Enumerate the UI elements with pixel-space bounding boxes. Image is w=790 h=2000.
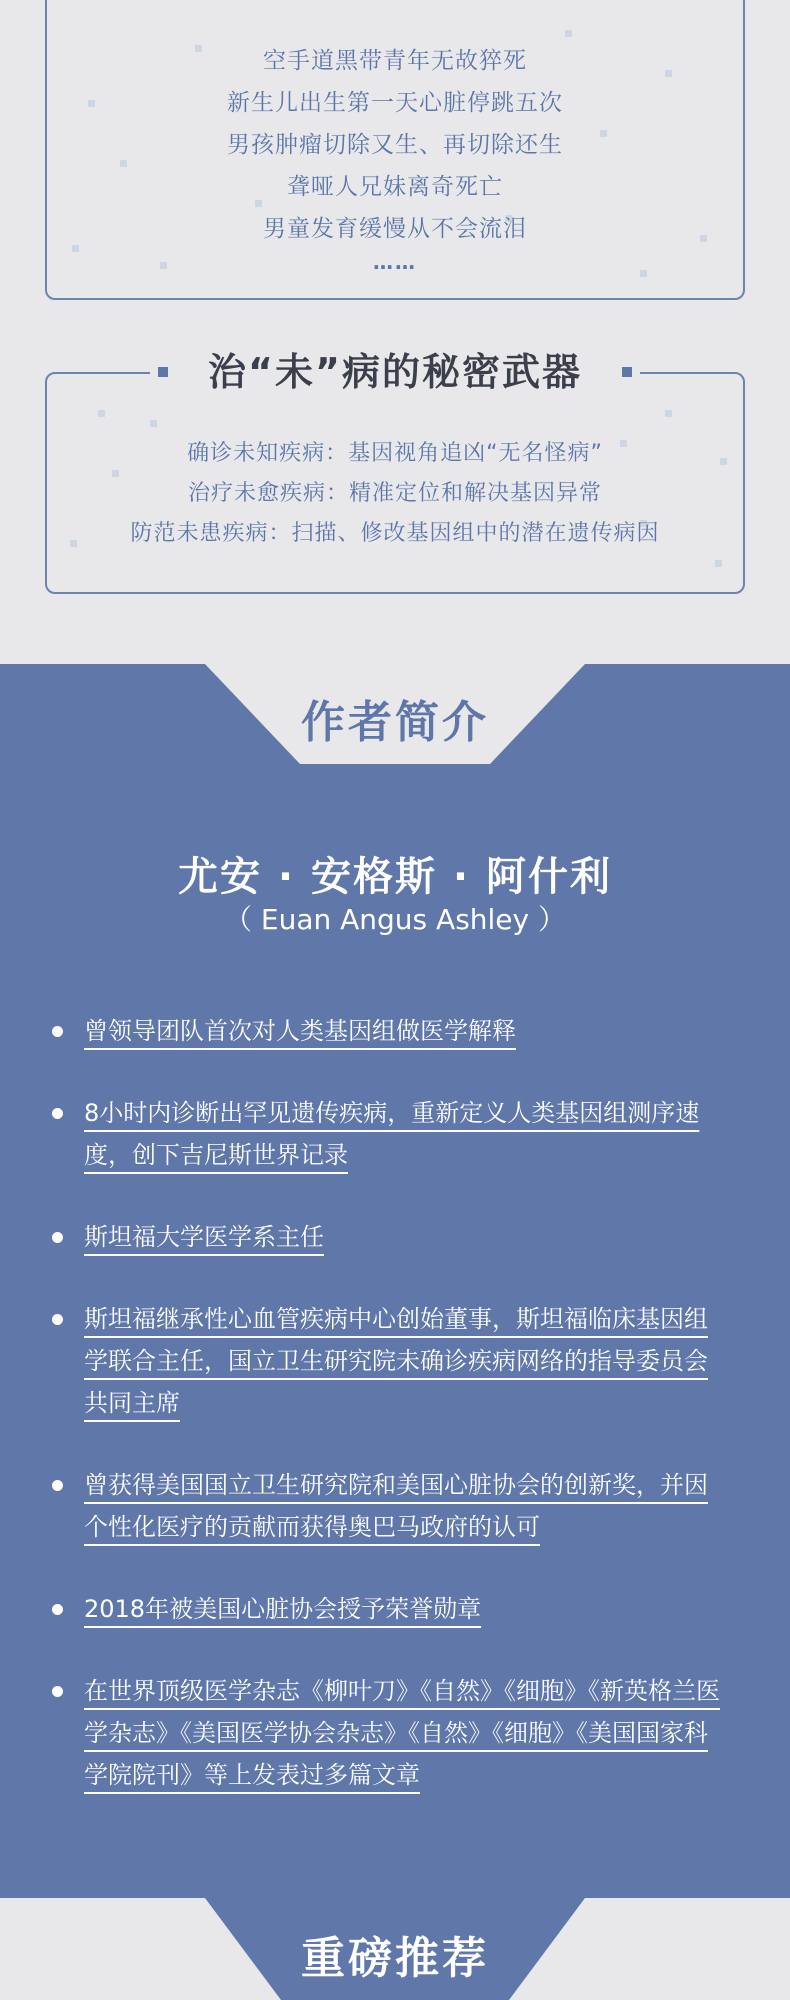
list-item: [50, 1216, 730, 1258]
case-line: 新生儿出生第一天心脏停跳五次: [227, 90, 563, 116]
ellipsis: ……: [373, 250, 417, 274]
weapon-list: [47, 434, 743, 554]
title-square-left-icon: [158, 367, 168, 377]
author-heading: 作者简介: [301, 697, 489, 748]
recommend-heading: 重磅推荐: [301, 1933, 489, 1984]
bullet-text: 在世界顶级医学杂志《柳叶刀》《自然》《细胞》《新英格兰医学杂志》《美国医学协会杂志》《自然》《细胞》《美国国家科学院院刊》等上发表过多篇文章: [84, 1677, 720, 1789]
weapon-line: 治疗未愈疾病：精准定位和解决基因异常: [187, 481, 602, 506]
case-line: 男童发育缓慢从不会流泪: [263, 216, 527, 242]
weapon-line: 确诊未知疾病：基因视角追凶“无名怪病”: [187, 441, 603, 466]
case-line: 空手道黑带青年无故猝死: [263, 48, 527, 74]
case-line: 男孩肿瘤切除又生、再切除还生: [227, 132, 563, 158]
list-item: [50, 1010, 730, 1052]
secret-weapon-title: 治“未”病的秘密武器: [150, 350, 640, 394]
bullet-text: 斯坦福大学医学系主任: [84, 1223, 324, 1251]
list-item: [50, 1588, 730, 1630]
list-item: [50, 1464, 730, 1548]
author-name-english: （ Euan Angus Ashley ）: [223, 903, 567, 936]
list-item: [50, 1092, 730, 1176]
case-list-box: [45, 0, 745, 300]
author-name: 尤安 · 安格斯 · 阿什利: [177, 854, 613, 900]
bullet-text: 2018年被美国心脏协会授予荣誉勋章: [84, 1595, 482, 1623]
bullet-text: 曾领导团队首次对人类基因组做医学解释: [84, 1017, 516, 1045]
bullet-text: 8小时内诊断出罕见遗传疾病，重新定义人类基因组测序速度，创下吉尼斯世界记录: [84, 1099, 700, 1169]
case-line: 聋哑人兄妹离奇死亡: [287, 174, 503, 200]
list-item: [50, 1670, 730, 1796]
list-item: [50, 1298, 730, 1424]
bullet-text: 曾获得美国国立卫生研究院和美国心脏协会的创新奖，并因个性化医疗的贡献而获得奥巴马政府的认可: [84, 1471, 708, 1541]
title-square-right-icon: [622, 367, 632, 377]
author-bullet-list: [50, 1010, 730, 1796]
case-list: [47, 40, 743, 274]
bullet-text: 斯坦福继承性心血管疾病中心创始董事，斯坦福临床基因组学联合主任，国立卫生研究院未确诊疾病网络的指导委员会共同主席: [84, 1305, 708, 1417]
weapon-line: 防范未患疾病：扫描、修改基因组中的潜在遗传病因: [130, 521, 660, 546]
secret-weapon-box: [45, 372, 745, 594]
